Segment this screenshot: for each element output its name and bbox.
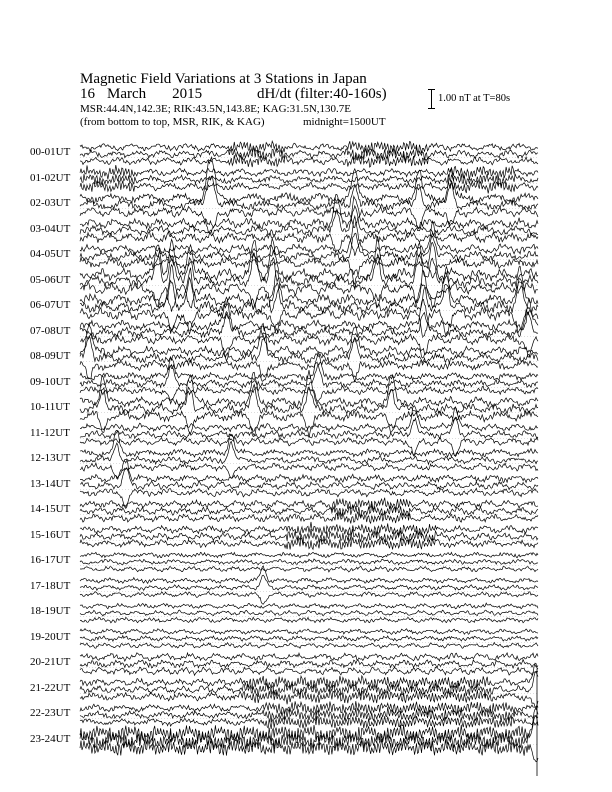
trace-RIK-20-21UT (80, 660, 538, 668)
row-label: 22-23UT (30, 707, 71, 719)
scale-bar-label: 1.00 nT at T=80s (438, 93, 511, 104)
trace-RIK-02-03UT (80, 176, 538, 210)
station-coordinates: MSR:44.4N,142.3E; RIK:43.5N,143.8E; KAG:31.5N,130.7E (80, 103, 352, 115)
trace-RIK-14-15UT (80, 504, 538, 518)
trace-KAG-11-12UT (80, 406, 538, 432)
trace-KAG-15-16UT (80, 522, 538, 536)
trace-KAG-13-14UT (80, 459, 538, 483)
trace-RIK-13-14UT (80, 468, 538, 490)
trace-RIK-04-05UT (80, 233, 538, 261)
row-label: 15-16UT (30, 528, 71, 541)
row-label: 04-05UT (30, 248, 71, 260)
row-label: 09-10UT (30, 375, 71, 388)
trace-row-22-23UT (80, 701, 538, 729)
chart-title: Magnetic Field Variations at 3 Stations in Japan (80, 71, 367, 87)
row-label: 18-19UT (30, 605, 71, 617)
trace-MSR-00-01UT (80, 154, 538, 167)
trace-row-05-06UT (80, 236, 538, 313)
trace-KAG-20-21UT (80, 653, 538, 661)
trace-KAG-08-09UT (80, 323, 538, 356)
trace-MSR-17-18UT (80, 592, 538, 605)
stack-order-note: (from bottom to top, MSR, RIK, & KAG) (80, 116, 265, 128)
trace-KAG-18-19UT (80, 603, 538, 609)
row-label: 21-22UT (30, 681, 71, 694)
trace-row-16-17UT (80, 552, 538, 572)
trace-MSR-19-20UT (80, 643, 538, 649)
trace-row-13-14UT (80, 459, 538, 509)
row-label: 12-13UT (30, 452, 71, 464)
trace-MSR-18-19UT (80, 617, 538, 623)
trace-row-23-24UT (80, 708, 538, 761)
row-label: 16-17UT (30, 554, 71, 566)
trace-KAG-22-23UT (80, 701, 538, 715)
row-label: 20-21UT (30, 656, 71, 668)
date-day: 16 (80, 86, 95, 102)
row-label: 17-18UT (30, 579, 71, 592)
trace-MSR-12-13UT (80, 463, 538, 479)
trace-row-00-01UT (80, 141, 538, 167)
row-label: 00-01UT (30, 146, 71, 158)
row-label: 07-08UT (30, 324, 71, 337)
trace-MSR-20-21UT (80, 667, 538, 675)
row-label: 01-02UT (30, 171, 71, 184)
trace-row-20-21UT (80, 653, 538, 675)
row-label: 08-09UT (30, 350, 71, 362)
quantity-filter-label: dH/dt (filter:40-160s) (257, 86, 387, 102)
trace-RIK-18-19UT (80, 610, 538, 616)
trace-MSR-10-11UT (80, 411, 538, 438)
trace-row-15-16UT (80, 522, 538, 550)
trace-row-14-15UT (80, 498, 538, 524)
trace-KAG-14-15UT (80, 498, 538, 511)
trace-row-21-22UT (80, 663, 538, 709)
trace-row-01-02UT (80, 165, 538, 193)
scale-bar (431, 89, 433, 109)
trace-RIK-06-07UT (80, 278, 538, 314)
trace-row-18-19UT (80, 603, 538, 623)
row-label: 02-03UT (30, 197, 71, 209)
trace-row-04-05UT (80, 216, 538, 284)
trace-KAG-19-20UT (80, 629, 538, 635)
trace-MSR-09-10UT (80, 386, 538, 403)
trace-KAG-16-17UT (80, 552, 538, 558)
date-year: 2015 (172, 86, 203, 102)
trace-MSR-22-23UT (80, 716, 538, 729)
trace-MSR-13-14UT (80, 488, 538, 508)
row-label: 03-04UT (30, 222, 71, 235)
trace-row-11-12UT (80, 406, 538, 457)
trace-RIK-19-20UT (80, 636, 538, 642)
row-label: 05-06UT (30, 273, 71, 286)
row-label: 19-20UT (30, 630, 71, 643)
chart-date (80, 86, 202, 103)
row-label: 06-07UT (30, 299, 71, 311)
row-label: 14-15UT (30, 503, 71, 515)
row-label: 13-14UT (30, 477, 71, 490)
row-label: 23-24UT (30, 732, 71, 745)
trace-RIK-16-17UT (80, 559, 538, 565)
trace-KAG-00-01UT (80, 141, 538, 154)
trace-row-10-11UT (80, 370, 538, 438)
trace-RIK-17-18UT (80, 575, 538, 590)
midnight-note: midnight=1500UT (303, 116, 386, 128)
trace-MSR-06-07UT (80, 307, 538, 337)
date-month: March (107, 86, 147, 102)
trace-row-19-20UT (80, 629, 538, 649)
row-label: 11-12UT (30, 426, 70, 439)
trace-RIK-09-10UT (80, 364, 538, 388)
row-label: 10-11UT (30, 401, 70, 413)
trace-MSR-16-17UT (80, 566, 538, 572)
trace-RIK-11-12UT (80, 417, 538, 439)
